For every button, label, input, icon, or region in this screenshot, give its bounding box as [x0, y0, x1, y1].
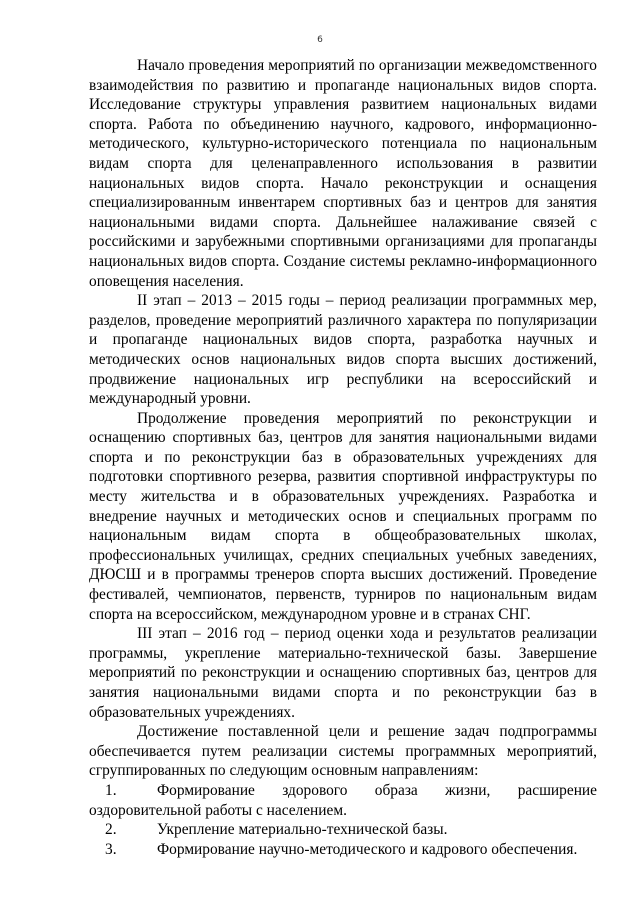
list-item-text: Формирование здорового образа жизни, расширение оздоровительной работы с населением.: [89, 781, 597, 819]
paragraph-directions-intro: Достижение поставленной цели и решение задач подпрограммы обеспечивается путем реализации системы программных мероприятий, сгруппированных по следующим основным направлениям:: [89, 723, 597, 780]
list-item: [89, 840, 597, 860]
list-item-number: 2.: [105, 821, 117, 839]
list-item-text: Укрепление материально-технической базы.: [157, 821, 448, 839]
list-item-number: 3.: [105, 840, 117, 858]
list-item-number: 1.: [105, 781, 117, 799]
directions-list: [89, 781, 597, 859]
list-item-text: Формирование научно-методического и кадрового обеспечения.: [157, 840, 578, 858]
paragraph-stage-three: III этап – 2016 год – период оценки хода и результатов реализации программы, укрепление материально-технической базы. Завершение мероприятий по реконструкции и оснащению спортивных баз, центров для занятия национальными видами спорта и по реконструкции баз в образовательных учреждениях.: [89, 625, 597, 721]
list-item: [89, 781, 597, 820]
page-number: 6: [317, 35, 323, 45]
paragraph-stage-two-continuation: Продолжение проведения мероприятий по реконструкции и оснащению спортивных баз, центров для занятия национальными видами спорта и по реконструкции баз в образовательных учреждениях для подготовки спортивного резерва, развития спортивной инфраструктуры по месту жительства и в образовательных учреждениях. Разработка и внедрение научных и методических основ и специальных программ по национальным видам спорта в общеобразовательных школах, профессиональных училищах, средних специальных учебных заведениях, ДЮСШ и в программы тренеров спорта высших достижений. Проведение фестивалей, чемпионатов, первенств, турниров по национальным видам спорта на всероссийском, международном уровне и в странах СНГ.: [89, 409, 597, 623]
list-item: [89, 820, 597, 840]
document-body: [89, 56, 597, 859]
paragraph-stage-two: II этап – 2013 – 2015 годы – период реализации программных мер, разделов, проведение мероприятий различного характера по популяризации и пропаганде национальных видов спорта, разработка научных и методических основ национальных видов спорта высших достижений, продвижение национальных игр республики на всероссийский и международный уровни.: [89, 292, 597, 408]
paragraph-stage-one-activities: Начало проведения мероприятий по организации межведомственного взаимодействия по развитию и пропаганде национальных видов спорта. Исследование структуры управления развитием национальных видами спорта. Работа по объединению научного, кадрового, информационно-методического, культурно-исторического потенциала по национальным видам спорта для целенаправленного использования в развитии национальных видов спорта. Начало реконструкции и оснащения специализированным инвентарем спортивных баз и центров для занятия национальными видами спорта. Дальнейшее налаживание связей с российскими и зарубежными спортивными организациями для пропаганды национальных видов спорта. Создание системы рекламно-информационного оповещения населения.: [89, 57, 597, 290]
